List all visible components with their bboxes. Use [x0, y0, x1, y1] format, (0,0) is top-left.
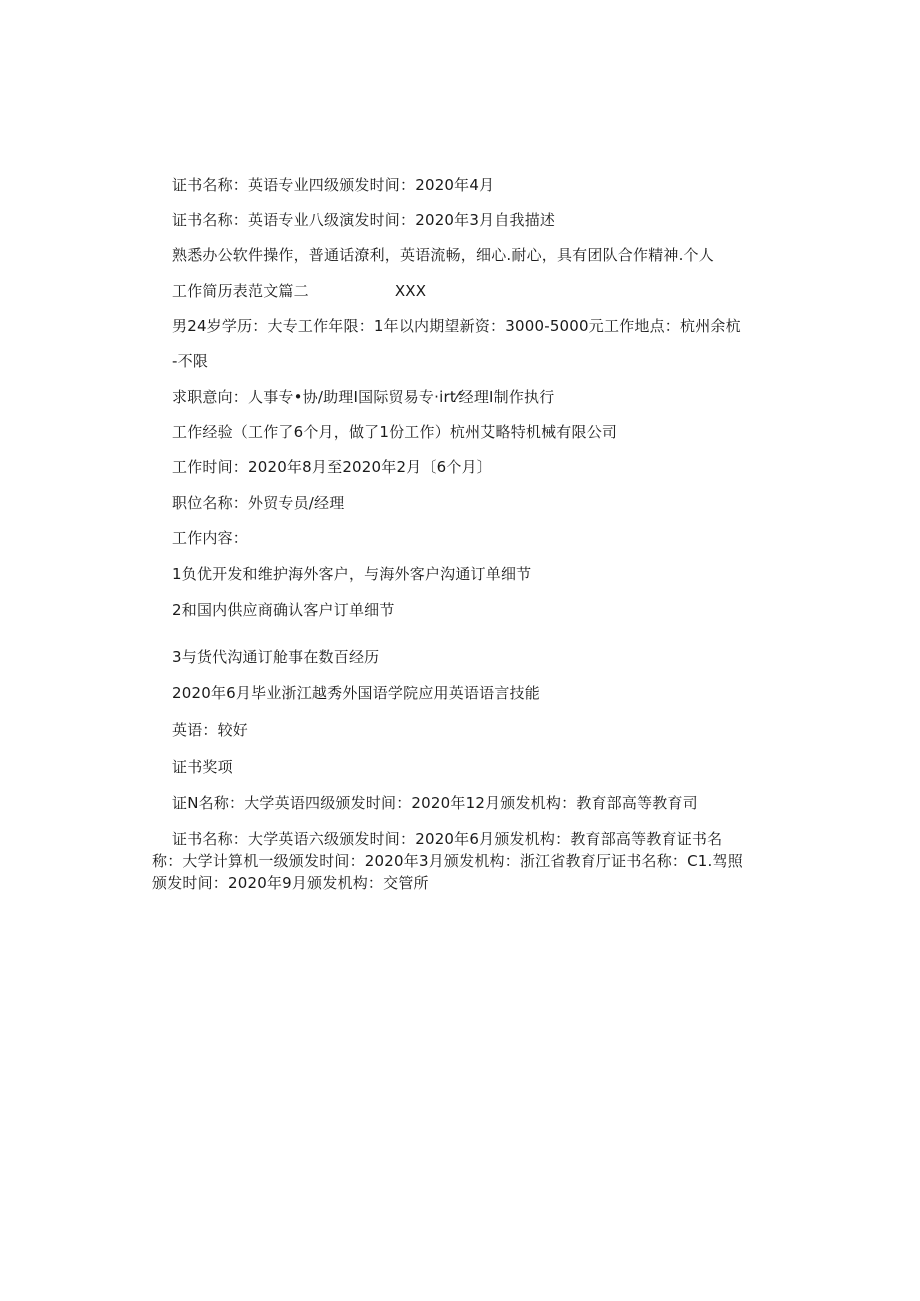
english-level: 英语：较好 [172, 721, 249, 739]
cert-line-tem8-self-description: 证书名称：英语专业八级演发时间：2020年3月自我描述 [172, 211, 556, 229]
applicant-name: XXX [394, 282, 427, 300]
resume-section-heading [172, 281, 792, 301]
cert-paragraph-line-2: 称：大学计算机一级颁发时间：2020年3月颁发机构：浙江省教育厅证书名称：C1.驾照 [152, 852, 743, 870]
cert-line-cet4-major: 证书名称：英语专业四级颁发时间：2020年4月 [172, 176, 495, 194]
cert-paragraph-line-1: 证书名称：大学英语六级颁发时间：2020年6月颁发机构：教育部高等教育证书名 [172, 830, 723, 848]
job-duty-3: 3与货代沟通订舱事在数百经历 [172, 648, 380, 666]
certificates-paragraph [152, 828, 792, 894]
resume-title: 工作简历表范文篇二 [172, 282, 309, 300]
job-duty-2: 2和国内供应商确认客户订单细节 [172, 601, 395, 619]
applicant-basic-info: 男24岁学历：大专工作年限：1年以内期望新资：3000-5000元工作地点：杭州余杭 [172, 317, 741, 335]
applicant-basic-info-cont: -不限 [172, 352, 209, 370]
self-description-text: 熟悉办公软件操作，普通话潦利，英语流畅，细心.耐心，具有团队合作精神.个人 [172, 246, 714, 264]
job-content-heading: 工作内容： [172, 529, 249, 547]
cert-paragraph-line-3: 颁发时间：2020年9月颁发机构：交管所 [152, 874, 429, 892]
education-skills: 2020年6月毕业浙江越秀外国语学院应用英语语言技能 [172, 684, 540, 702]
job-duty-1: 1负优开发和维护海外客户，与海外客户沟通订单细节 [172, 565, 532, 583]
cert-line-cet4: 证N名称：大学英语四级颁发时间：2020年12月颁发机构：教育部高等教育司 [172, 794, 698, 812]
position-title: 职位名称：外贸专员/经理 [172, 494, 345, 512]
work-period: 工作时间：2020年8月至2020年2月〔6个月〕 [172, 458, 492, 476]
awards-heading: 证书奖项 [172, 758, 233, 776]
work-experience-summary: 工作经验（工作了6个月，做了1份工作）杭州艾略特机械有限公司 [172, 423, 618, 441]
job-intention: 求职意向：人事专•协/助理I国际贸易专·irt⁄经理I制作执行 [172, 388, 555, 406]
